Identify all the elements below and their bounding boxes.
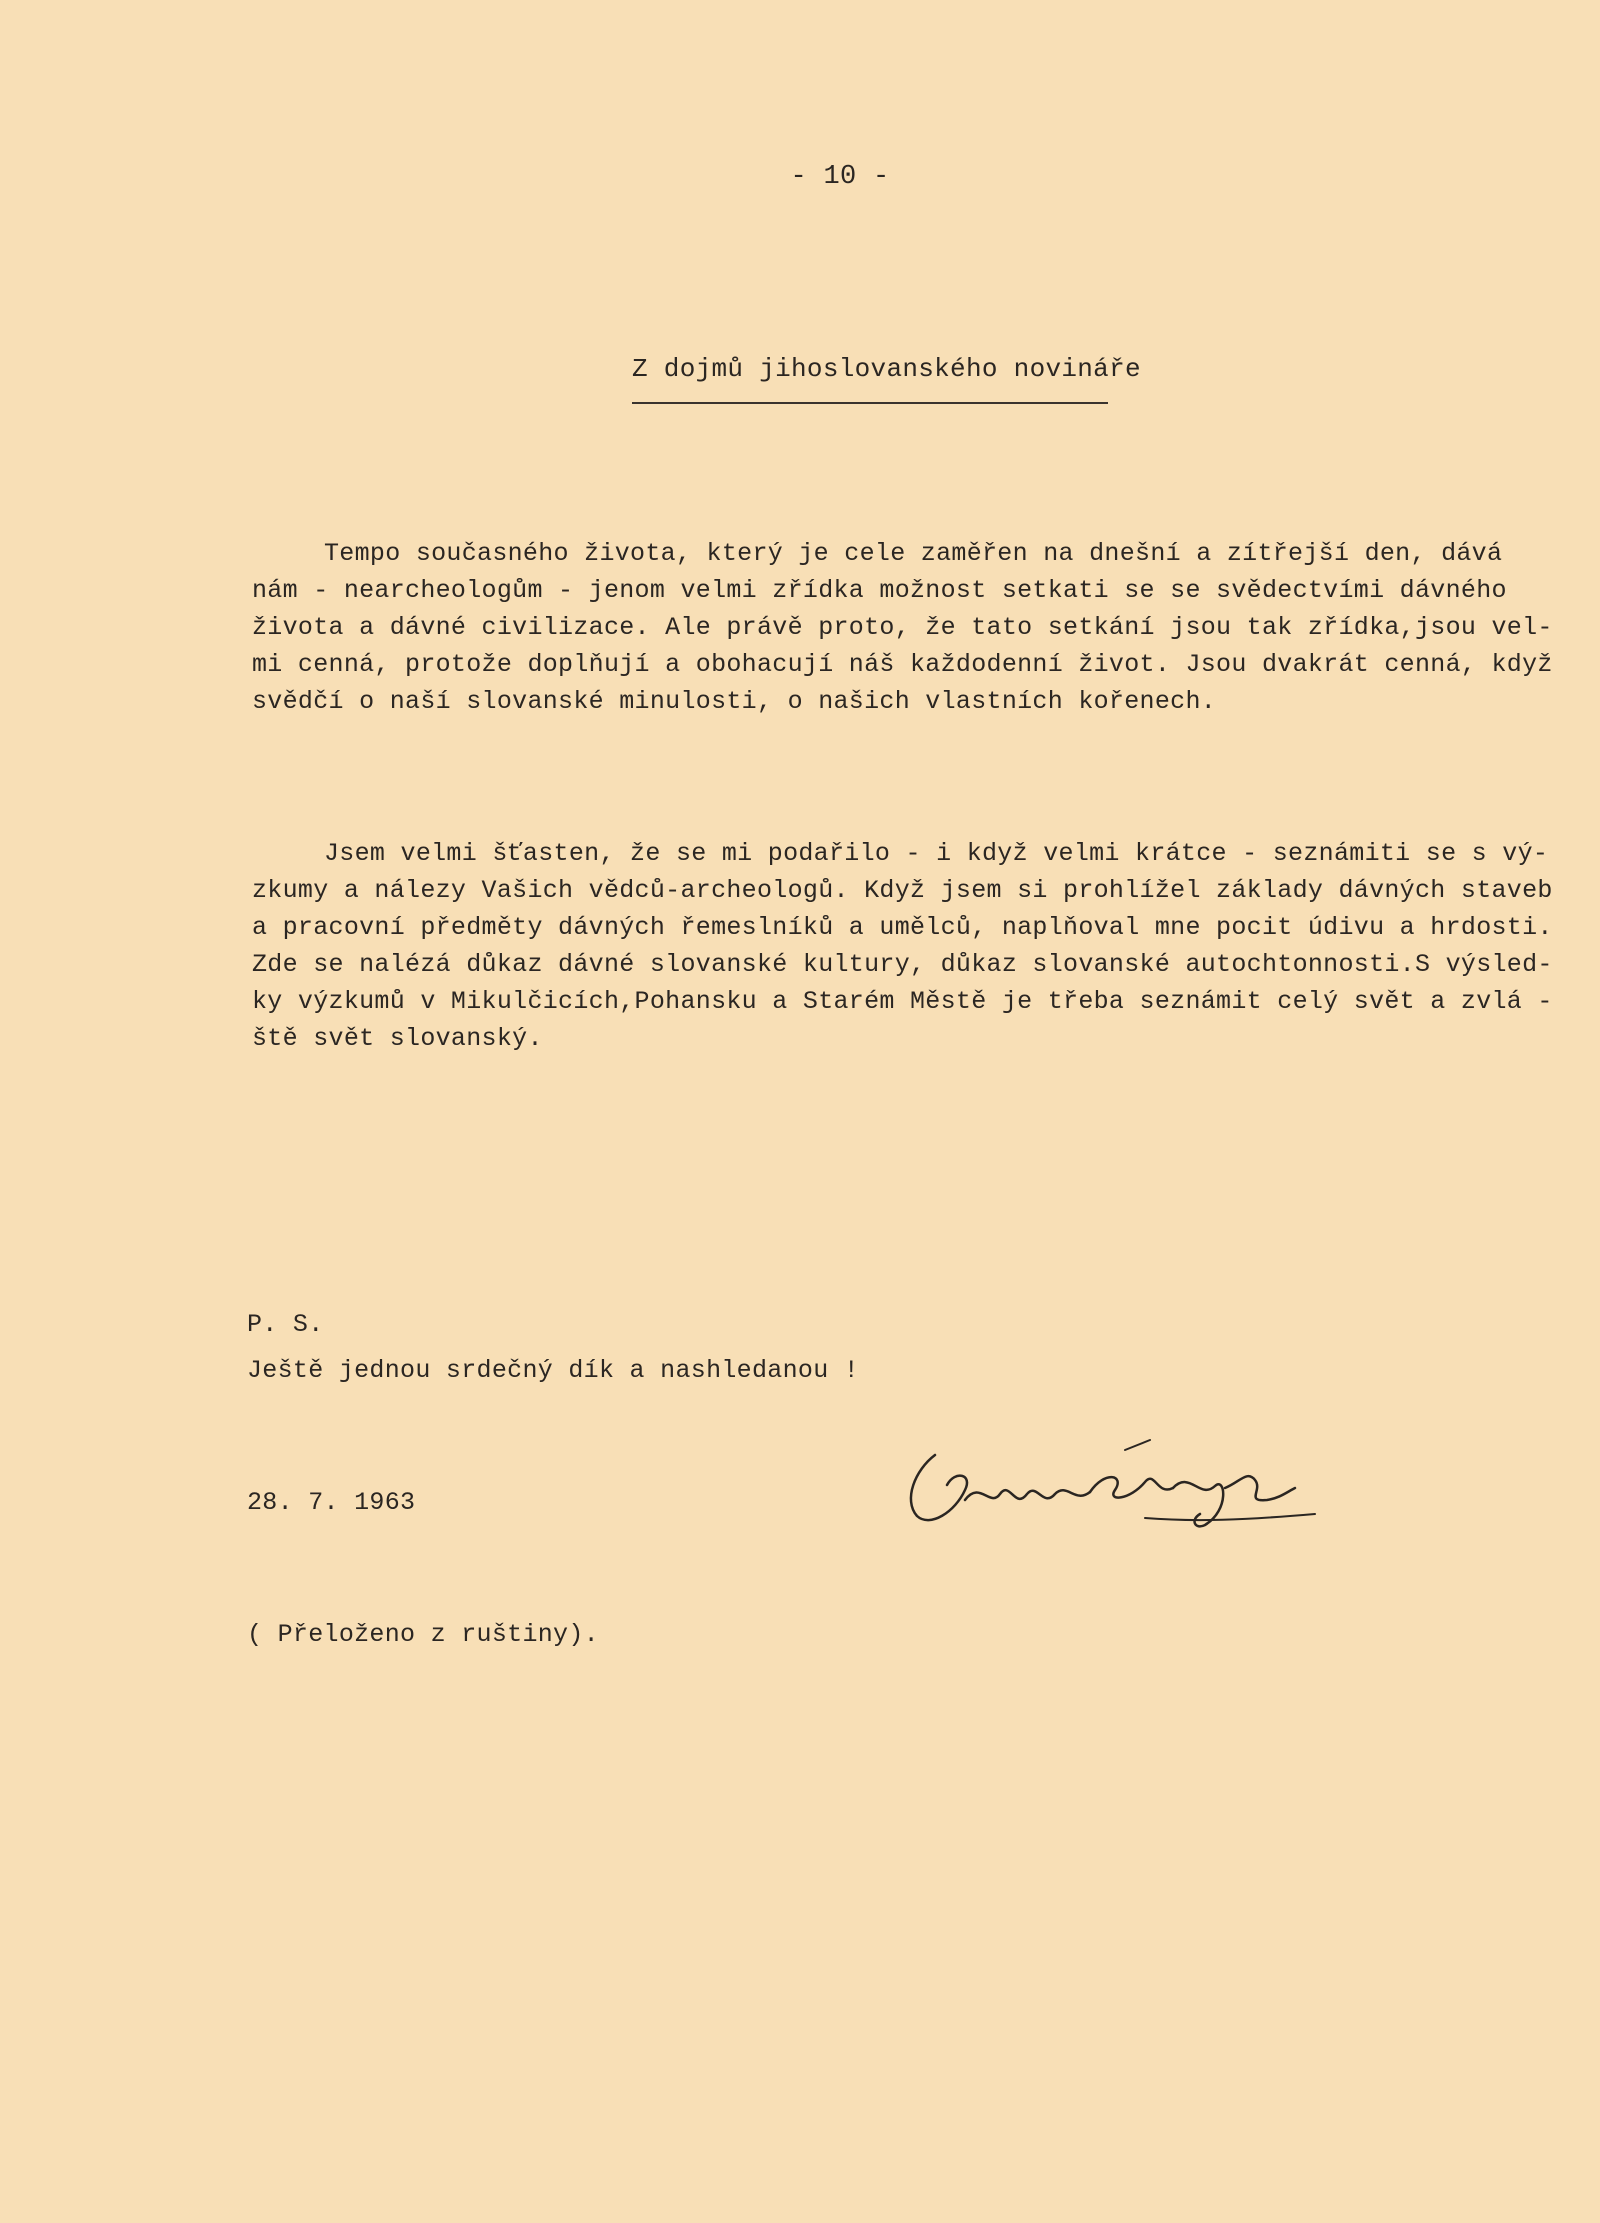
paragraph-1 <box>252 535 1553 720</box>
paragraph-line: ky výzkumů v Mikulčicích,Pohansku a Starém Městě je třeba seznámit celý svět a zvlá - <box>252 987 1553 1016</box>
paragraph-line: mi cenná, protože doplňují a obohacují náš každodenní život. Jsou dvakrát cenná, když <box>252 650 1553 679</box>
page-number: - 10 - <box>790 162 890 192</box>
paragraph-line: nám - nearcheologům - jenom velmi zřídka možnost setkati se se svědectvími dávného <box>252 576 1507 605</box>
title-underline <box>632 402 1108 404</box>
postscript-label: P. S. <box>247 1310 324 1339</box>
paragraph-line: Zde se nalézá důkaz dávné slovanské kultury, důkaz slovanské autochtonnosti.S výsled- <box>252 950 1553 979</box>
paragraph-line: zkumy a nálezy Vašich vědců-archeologů. Když jsem si prohlížel základy dávných staveb <box>252 876 1553 905</box>
letter-date: 28. 7. 1963 <box>247 1488 416 1517</box>
paragraph-line: Jsem velmi šťasten, že se mi podařilo - i když velmi krátce - seznámiti se s vý- <box>324 839 1549 868</box>
paragraph-line: ště svět slovanský. <box>252 1024 543 1053</box>
paragraph-line: Tempo současného života, který je cele zaměřen na dnešní a zítřejší den, dává <box>324 539 1503 568</box>
paragraph-2 <box>252 835 1553 1057</box>
paragraph-line: svědčí o naší slovanské minulosti, o našich vlastních kořenech. <box>252 687 1217 716</box>
handwritten-signature <box>895 1430 1325 1540</box>
postscript-text: Ještě jednou srdečný dík a nashledanou ! <box>247 1356 860 1385</box>
translation-note: ( Přeloženo z ruštiny). <box>247 1620 599 1649</box>
document-title: Z dojmů jihoslovanského novináře <box>632 354 1141 384</box>
paragraph-line: života a dávné civilizace. Ale právě proto, že tato setkání jsou tak zřídka,jsou vel- <box>252 613 1553 642</box>
paragraph-line: a pracovní předměty dávných řemeslníků a umělců, naplňoval mne pocit údivu a hrdosti. <box>252 913 1553 942</box>
